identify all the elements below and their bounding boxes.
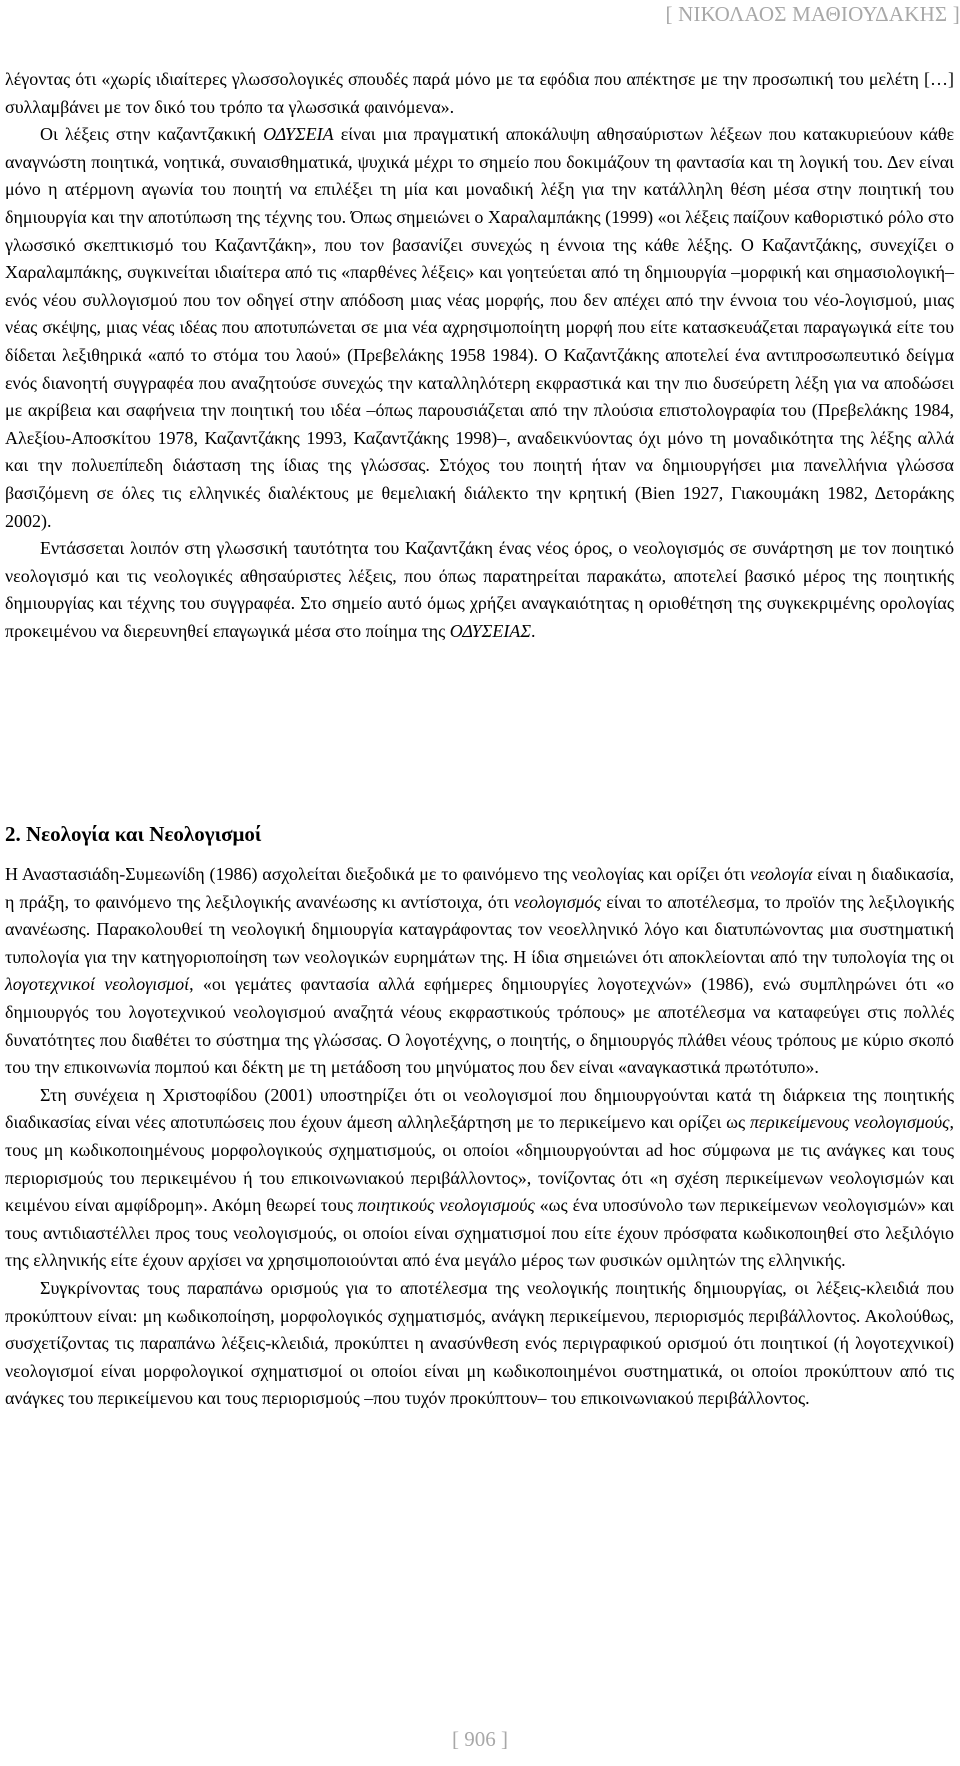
paragraph: Η Αναστασιάδη-Συμεωνίδη (1986) ασχολείται διεξοδικά με το φαινόμενο της νεολογίας και ορίζει ότι νεολογία είναι η διαδικασία, η πράξη, το φαινόμενο της λεξιλογικής ανανέωσης κι αντίστοιχα, ότι νεολογισμός είναι το αποτέλεσμα, το προϊόν της λεξιλογικής ανανέωσης. Παρακολουθεί τη νεολογική δημιουργία καταγράφοντας τον νεοελληνικό λόγο και διατυπώνοντας μια συστηματική τυπολογία για την κατηγοριοποίηση των νεολογικών ευρημάτων της. Η ίδια σημειώνει ότι αποκλείονται από την τυπολογία της οι λογοτεχνικοί νεολογισμοί, «οι γεμάτες φαντασία αλλά εφήμερες δημιουργίες λογοτεχνών» (1986), ενώ συμπληρώνει ότι «ο δημιουργός του λογοτεχνικού νεολογισμού αναζητά νέους εκφραστικούς τρόπους» με αποτέλεσμα να καταφεύγει στις πολλές δυνατότητες που διαθέτει το σύστημα της γλώσσας. Ο λογοτέχνης, ο ποιητής, ο δημιουργός πλάθει νέους τρόπους με κύριο σκοπό του την επικοινωνία πομπού και δέκτη με τη μετάδοση του μηνύματος που δεν είναι «αναγκαστικά πρωτότυπο». bbox=[5, 864, 955, 1078]
paragraph: Συγκρίνοντας τους παραπάνω ορισμούς για το αποτέλεσμα της νεολογικής ποιητικής δημιουργίας, οι λέξεις-κλειδιά που προκύπτουν είναι: μη κωδικοποίηση, μορφολογικός σχηματισμός, ανάγκη περικείμενου, περιορισμός περιβάλλοντος. Ακολούθως, συσχετίζοντας τις παραπάνω λέξεις-κλειδιά, προκύπτει η ανασύνθεση ενός περιγραφικού ορισμού ότι ποιητικοί (ή λογοτεχνικοί) νεολογισμοί είναι μορφολογικοί σχηματισμοί οι οποίοι είναι μη κωδικοποιημένοι συστηματικά, οι οποίοι προκύπτουν από τις ανάγκες του περικείμενου και τους περιορισμούς –που τυχόν προκύπτουν– του επικοινωνιακού περιβάλλοντος. bbox=[5, 1277, 954, 1409]
section-1-body bbox=[5, 66, 954, 645]
paragraph: Στη συνέχεια η Χριστοφίδου (2001) υποστηρίζει ότι οι νεολογισμοί που δημιουργούνται κατά τη διάρκεια της ποιητικής διαδικασίας είναι νέες αποτυπώσεις που έχουν άμεση αλληλεξάρτηση με το περικείμενο και ορίζει ως περικείμενους νεολογισμούς, τους μη κωδικοποιημένους μορφολογικούς σχηματισμούς, οι οποίοι «δημιουργούνται ad hoc σύμφωνα με τις ανάγκες και τους περιορισμούς του περικειμένου ή του επικοινωνιακού περιβάλλοντος», τονίζοντας ότι «η σχέση περικείμενων νεολογισμών και κειμένου είναι αμφίδρομη». Ακόμη θεωρεί τους ποιητικούς νεολογισμούς «ως ένα υποσύνολο των περικείμενων νεολογισμών» και τους αντιδιαστέλλει προς τους νεολογισμούς, οι οποίοι είναι σχηματισμοί που είτε έχουν πρόσφατα κωδικοποιηθεί στο λεξιλόγιο της ελληνικής είτε έχουν αρχίσει να χρησιμοποιούνται από ένα μεγάλο μέρος των φυσικών ομιλητών της ελληνικής. bbox=[5, 1084, 954, 1271]
paragraph-continued: λέγοντας ότι «χωρίς ιδιαίτερες γλωσσολογικές σπουδές παρά μόνο με τα εφόδια που απέκτησε με την προσωπική του μελέτη […] συλλαμβάνει με τον δικό του τρόπο τα γλωσσικά φαινόμενα». bbox=[5, 69, 954, 117]
paragraph: Εντάσσεται λοιπόν στη γλωσσική ταυτότητα του Καζαντζάκη ένας νέος όρος, ο νεολογισμός σε συνάρτηση με τον ποιητικό νεολογισμό και τις νεολογικές αθησαύριστες λέξεις, που όπως παρατηρείται παρακάτω, αποτελεί βασικό μέρος της ποιητικής δημιουργίας και τέχνης του συγγραφέα. Στο σημείο αυτό όμως χρήζει αναγκαιότητας η οριοθέτηση της συγκεκριμένης ορολογίας προκειμένου να διερευνηθεί επαγωγικά μέσα στο ποίημα της ΟΔΥΣΕΙΑΣ. bbox=[5, 538, 954, 641]
running-head: [ ΝΙΚΟΛΑΟΣ ΜΑΘΙΟΥΔΑΚΗΣ ] bbox=[665, 2, 960, 26]
section-2-body bbox=[5, 861, 954, 1413]
section-heading: 2. Νεολογία και Νεολογισμοί bbox=[5, 822, 262, 846]
paragraph: Οι λέξεις στην καζαντζακική ΟΔΥΣΕΙΑ είναι μια πραγματική αποκάλυψη αθησαύριστων λέξεων που κατακυριεύουν κάθε αναγνώστη ποιητικά, νοητικά, συναισθηματικά, ψυχικά μέχρι το σημείο που δοκιμάζουν τη φαντασία και τη λογική του. Δεν είναι μόνο η ατέρμονη αγωνία του ποιητή να επιλέξει τη μία και μοναδική λέξη για την κατάλληλη θέση μέσα στην ποιητική του δημιουργία και την αποτύπωση της τέχνης του. Όπως σημειώνει ο Χαραλαμπάκης (1999) «οι λέξεις παίζουν καθοριστικό ρόλο στο γλωσσικό σκεπτικισμό του Καζαντζάκη», που τον βασανίζει συνεχώς η έννοια της κάθε λέξης. Ο Καζαντζάκης, συνεχίζει ο Χαραλαμπάκης, συγκινείται ιδιαίτερα από τις «παρθένες λέξεις» και γοητεύεται από τη δημιουργία –μορφική και σημασιολογική– ενός νέου συλλογισμού που τον οδηγεί στην απόδοση μιας νέας μορφής, που δεν απέχει από την έννοια του νέο-λογισμού, μιας νέας σκέψης, μιας νέας ιδέας που αποτυπώνεται σε μια νέα αχρησιμοποίητη μορφή που είτε κατασκευάζεται παραγωγικά είτε του δίδεται λεξιθηρικά «από το στόμα του λαού» (Πρεβελάκης 1958 1984). Ο Καζαντζάκης αποτελεί ένα αντιπροσωπευτικό δείγμα ενός διανοητή συγγραφέα που αναζητούσε συνεχώς την καταλληλότερη εκφραστικά και την πιο δυσεύρετη λέξη για να αποδώσει με ακρίβεια και σαφήνεια την ποιητική του ιδέα –όπως παρουσιάζεται από την πλούσια επιστολογραφία του (Πρεβελάκης 1984, Αλεξίου-Αποσκίτου 1978, Καζαντζάκης 1993, Καζαντζάκης 1998)–, αναδεικνύοντας όχι μόνο τη μοναδικότητα της λέξης αλλά και την πολυεπίπεδη διάσταση της ίδιας της γλώσσας. Στόχος του ποιητή ήταν να δημιουργήσει μια πανελλήνια γλώσσα βασιζόμενη σε όλες τις ελληνικές διαλέκτους με θεμελιακή διάλεκτο την κρητική (Bien 1927, Γιακουμάκη 1982, Δετοράκης 2002). bbox=[5, 124, 954, 531]
page-number: [ 906 ] bbox=[452, 1727, 508, 1751]
